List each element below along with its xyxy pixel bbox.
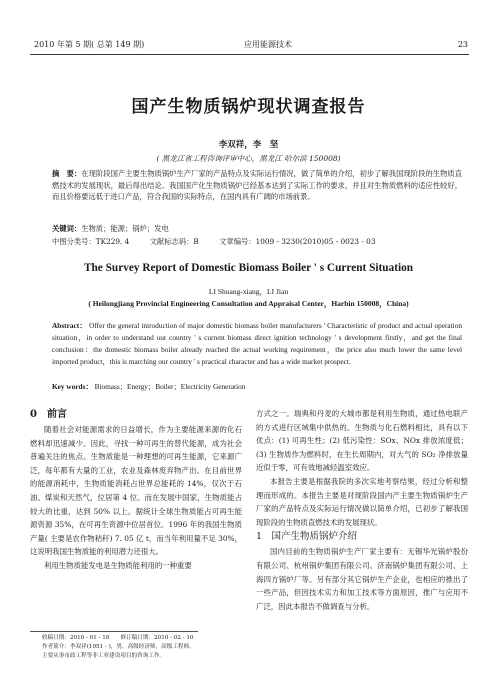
header-rule <box>30 54 469 55</box>
body-paragraph: 利用生物质能发电是生物质能利用的一种重要 <box>44 560 192 570</box>
english-title: The Survey Report of Domestic Biomass Boiler ' s Current Situation <box>83 262 414 274</box>
body-paragraph: 国内目前的生物质锅炉生产厂家主要有：无锡华光锅炉股份有限公司、杭州锅炉集团有限公司、济南锅炉集团有限公司、上海四方锅炉厂等。另有部分其它锅炉生产企业，也相应的推出了一些产品，但因技术实力和加工技术等方面原因，推广与应用不广泛，因此本报告不做调查与分析。 <box>256 547 468 611</box>
english-keywords-label: Key words： <box>52 382 93 391</box>
footnote-dates: 收稿日期：2010 - 01 - 18 修订稿日期：2010 - 02 - 10 <box>42 635 194 641</box>
chinese-keywords <box>52 224 169 234</box>
body-paragraph: 本报告主要是根据我院的多次实地考察结果，经过分析和整理而形成的。本报告主要是对现阶段国内产主要生物质锅炉生产厂家的产品特点及实际运行情况做以简单介绍，已初步了解我国现阶段的生物质直燃技术的发展现状。 <box>256 476 468 527</box>
paper-title: 国产生物质锅炉现状调查报告 <box>131 97 366 117</box>
left-column <box>30 407 242 573</box>
english-abstract-text: Offer the general introduction of major domestic biomass boiler manufacturers ' Characteristic of product and actual operation situation，in order to understand our country ' s current biomass direct ignition technology ' s development firstly，and get the final conclusion：the domestic biomass boiler already reached the actual working requirement，the price also much lower the same level imported product，this is marching our country ' s practical character and has a wide market prospect. <box>52 321 463 366</box>
english-keywords-text: Biomass；Energy；Boiler；Electricity Generation <box>94 382 246 391</box>
keywords-text: 生物质；能源；锅炉；发电 <box>81 224 169 233</box>
footnote-author-work: 主要从事市政工程等非工业建设项目的咨询工作。 <box>42 653 166 659</box>
english-authors: LI Shuang-xiang，LI Jian <box>208 287 289 296</box>
authors: 李双祥，李 坚 <box>218 140 279 150</box>
section-heading-preface: 0 前言 <box>30 409 67 420</box>
section-heading-boilers: 1 国产生物质锅炉介绍 <box>256 531 358 543</box>
keywords-label: 关键词： <box>52 224 82 233</box>
english-keywords <box>52 382 245 392</box>
issue-info: 2010 年第 5 期( 总第 149 期) <box>34 40 145 49</box>
chinese-abstract <box>52 168 462 203</box>
abstract-label: 摘 要： <box>52 169 82 178</box>
page-number: 23 <box>457 40 468 49</box>
article-number: 文章编号：1009 - 3230(2010)05 - 0023 - 03 <box>219 237 376 246</box>
classification-line <box>52 237 393 247</box>
footnote-rule <box>30 631 198 632</box>
journal-name: 应用能源技术 <box>244 40 292 49</box>
right-column <box>256 407 468 613</box>
footnote-author-bio: 作者简介：李双祥(1951 - )，男，高级经济师，高级工程师， <box>42 644 195 650</box>
abstract-text: 在现阶段国产主要生物质锅炉生产厂家的产品特点及实际运行情况，做了简单的介绍，初步了解我国现阶段的生物质直燃技术的发展现状，最后得出结论。我国国产化生物质锅炉已经基本达到了实际工作的要求，并且对生物质燃料的适应性较好，而且价格要远低于进口产品，符合我国的实际特点，在国内具有广阔的市场前景。 <box>52 169 463 201</box>
english-abstract <box>52 320 462 368</box>
clc-number: 中图分类号：TK229. 4 <box>52 237 130 246</box>
body-paragraph: 方式之一。瑞典和丹麦的大城市都是利用生物质，通过热电联产的方式进行区域集中供热的。生物质与化石燃料相比，具有以下优点：(1) 可再生性；(2) 低污染性：SOx、NOx 排放浓度低；(3) 生物质作为燃料时，在生长周期内，对大气的 SO₂ 净排放量近似于零，可有效地减轻温室效应。 <box>256 409 468 473</box>
running-header <box>28 38 470 52</box>
english-affiliation: ( Heilongjiang Provincial Engineering Consultation and Appraisal Center，Harbin 150008，China) <box>88 299 409 308</box>
body-paragraph: 随着社会对能源需求的日益增长，作为主要能源来源的化石燃料却迅速减少。因此，寻找一种可再生的替代能源，成为社会普遍关注的焦点。生物质能是一种理想的可再生能源，它来源广泛，每年都有大量的工业，农业及森林废弃物产出。在目前世界的能源消耗中，生物质能消耗占世界总能耗的 14%，仅次于石油、煤炭和天然气，位居第 4 位。而在发展中国家，生物质能占较大的比重，达到 50% 以上。据统计全球生物质能占可再生能源资源 35%，在可再生资源中位居首位。1996 年的我国生物质产量( 主要是农作物秸秆) 7. 05 亿 t，而当年利用量不足 30%，这说明我国生物质能的利用潜力还很大。 <box>30 425 242 557</box>
doc-code: 文献标志码：B <box>149 237 199 246</box>
affiliation: ( 黑龙江省工程咨询评审中心，黑龙江 哈尔滨 150008) <box>156 154 341 163</box>
english-abstract-label: Abstract： <box>52 321 87 330</box>
